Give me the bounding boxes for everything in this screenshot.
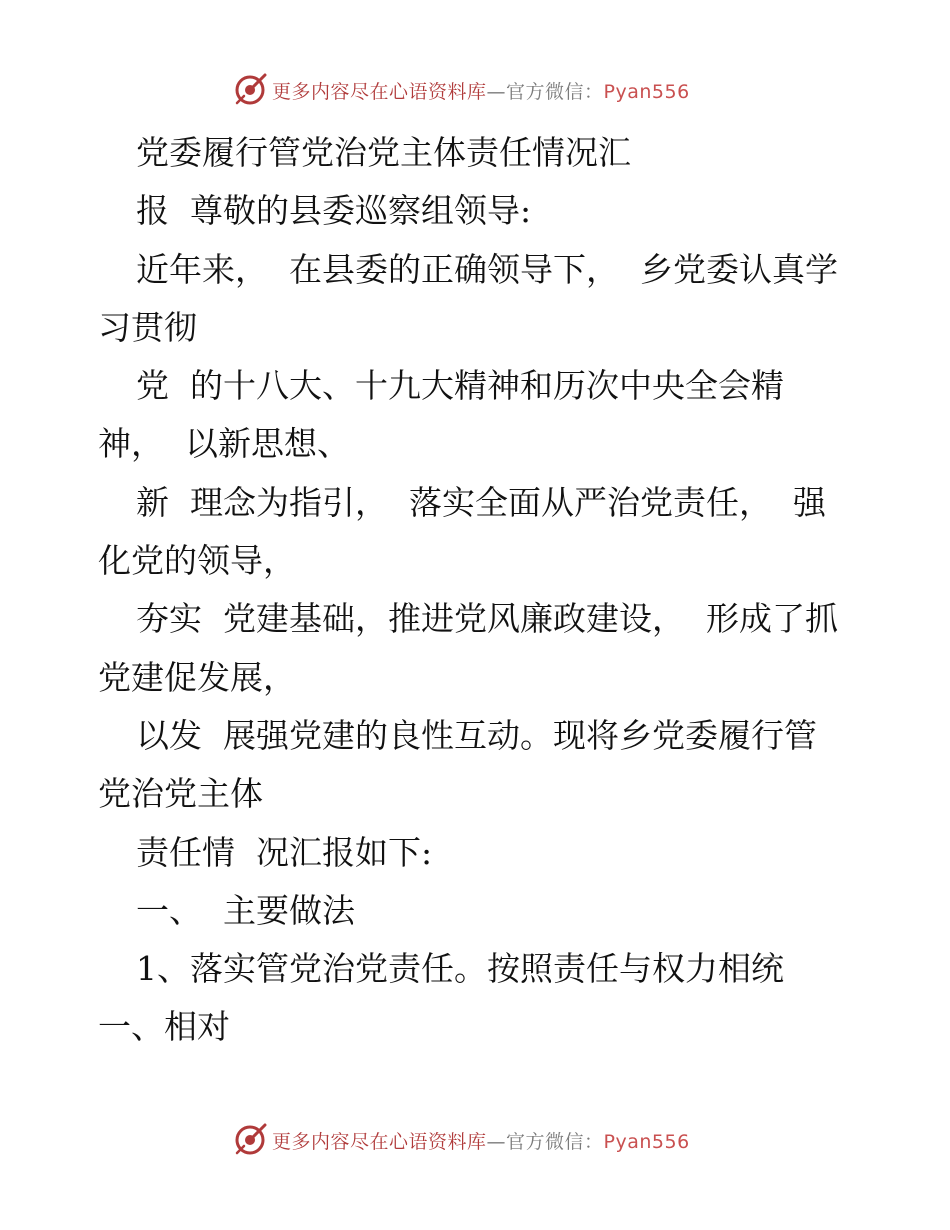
watermark-text: 更多内容尽在心语资料库—官方微信：Pyan556 [272,80,690,103]
text-line: 夯实 党建基础，推进党风廉政建设， 形成了抓 [136,599,838,639]
text-line: 化党的领导， [98,541,296,581]
brush-logo-icon [232,72,268,108]
watermark-banner-bottom [232,1120,690,1160]
text-line: 新 理念为指引， 落实全面从严治党责任， 强 [136,482,826,522]
text-line: 习贯彻 [98,307,197,347]
watermark-text: 更多内容尽在心语资料库—官方微信：Pyan556 [272,1130,690,1153]
text-line: 神， 以新思想、 [98,424,350,464]
brush-logo-icon [232,1122,268,1158]
text-line: 1、落实管党治党责任。按照责任与权力相统 [136,949,784,989]
document-body [98,124,868,1057]
watermark-banner-top [232,70,690,110]
text-line: 责任情 况汇报如下: [136,832,433,872]
text-line: 报 尊敬的县委巡察组领导: [136,191,532,231]
text-line: 一、相对 [98,1007,230,1047]
text-line: 一、 主要做法 [136,890,355,930]
text-line: 党 的十八大、十九大精神和历次中央全会精 [136,366,784,406]
text-line: 以发 展强党建的良性互动。现将乡党委履行管 [136,715,817,755]
text-line: 党建促发展， [98,657,296,697]
text-line: 党委履行管党治党主体责任情况汇 [136,133,631,172]
text-line: 近年来， 在县委的正确领导下， 乡党委认真学 [136,249,838,289]
text-line: 党治党主体 [98,774,263,814]
